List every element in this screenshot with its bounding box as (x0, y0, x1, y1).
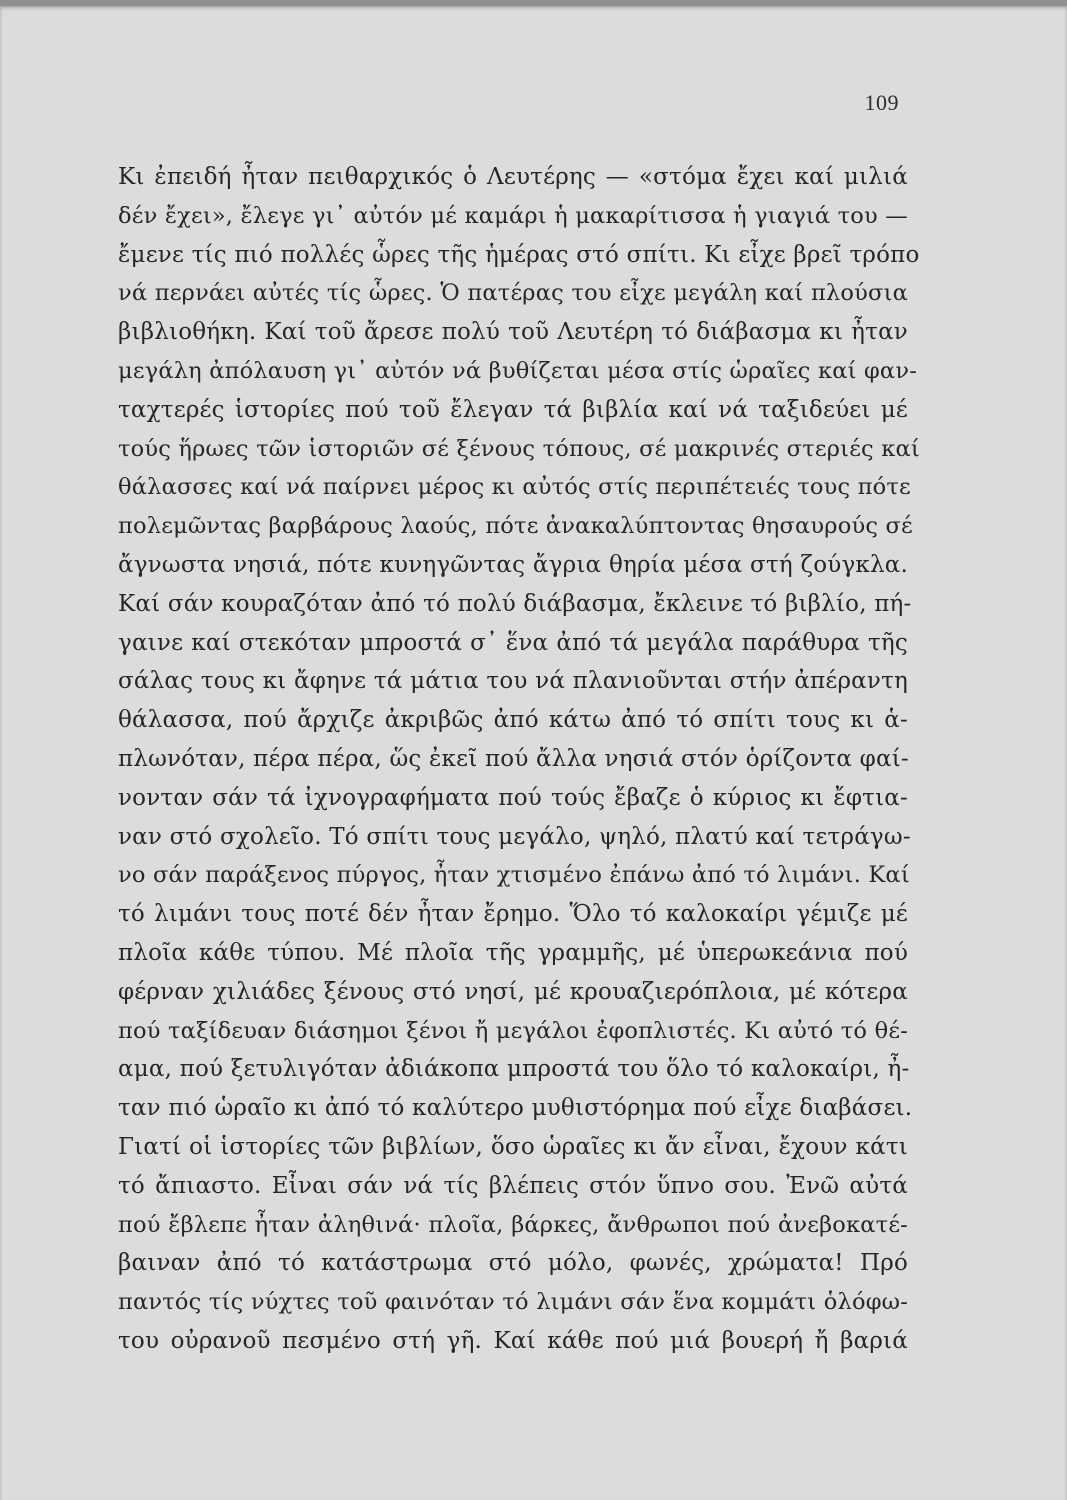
text-line: αμα, πού ξετυλιγόταν ἀδιάκοπα μπροστά του ὅλο τό καλοκαίρι, ἦ- (118, 1056, 910, 1083)
text-line: παντός τίς νύχτες τοῦ φαινόταν τό λιμάνι σάν ἕνα κομμάτι ὁλόφω- (118, 1289, 908, 1316)
text-line: Καί σάν κουραζόταν ἀπό τό πολύ διάβασμα, ἔκλεινε τό βιβλίο, πή- (118, 590, 912, 617)
text-line: γαινε καί στεκόταν μπροστά σ᾽ ἕνα ἀπό τά μεγάλα παράθυρα τῆς (118, 629, 908, 656)
text-line: νά περνάει αὐτές τίς ὧρες. Ὁ πατέρας του εἶχε μεγάλη καί πλούσια (118, 280, 908, 307)
text-line: ταν πιό ὡραῖο κι ἀπό τό καλύτερο μυθιστόρημα πού εἶχε διαβάσει. (118, 1095, 913, 1122)
text-line: πλωνόταν, πέρα πέρα, ὥς ἐκεῖ πού ἄλλα νησιά στόν ὁρίζοντα φαί- (118, 745, 909, 772)
text-line: σάλας τους κι ἄφηνε τά μάτια του νά πλανιοῦνται στήν ἀπέραντη (118, 668, 908, 695)
text-line: πού ἔβλεπε ἦταν ἀληθινά· πλοῖα, βάρκες, ἄνθρωποι πού ἀνεβοκατέ- (118, 1211, 908, 1238)
text-line: τό λιμάνι τους ποτέ δέν ἦταν ἔρημο. Ὅλο τό καλοκαίρι γέμιζε μέ (118, 901, 908, 928)
text-line: Κι ἐπειδή ἦταν πειθαρχικός ὁ Λευτέρης — «στόμα ἔχει καί μιλιά (118, 164, 908, 190)
body-text (118, 158, 920, 1361)
text-line: δέν ἔχει», ἔλεγε γι᾽ αὐτόν μέ καμάρι ἡ μακαρίτισσα ἡ γιαγιά του — (118, 202, 908, 229)
text-line: του οὐρανοῦ πεσμένο στή γῆ. Καί κάθε πού μιά βουερή ἤ βαριά (118, 1327, 908, 1354)
text-line: πού ταξίδευαν διάσημοι ξένοι ἤ μεγάλοι ἐφοπλιστές. Κι αὐτό τό θέ- (118, 1017, 908, 1044)
text-line: ταχτερές ἱστορίες πού τοῦ ἔλεγαν τά βιβλία καί νά ταξιδεύει μέ (118, 396, 908, 423)
text-line: θάλασσες καί νά παίρνει μέρος κι αὐτός στίς περιπέτειές τους πότε (118, 474, 911, 501)
text-line: Γιατί οἱ ἱστορίες τῶν βιβλίων, ὅσο ὡραῖες κι ἄν εἶναι, ἔχουν κάτι (118, 1133, 908, 1160)
text-line: μεγάλη ἀπόλαυση γι᾽ αὐτόν νά βυθίζεται μέσα στίς ὡραῖες καί φαν- (118, 357, 918, 384)
text-line: θάλασσα, πού ἄρχιζε ἀκριβῶς ἀπό κάτω ἀπό τό σπίτι τους κι ἁ- (118, 707, 908, 734)
text-line: πολεμῶντας βαρβάρους λαούς, πότε ἀνακαλύπτοντας θησαυρούς σέ (118, 513, 913, 540)
text-line: πλοῖα κάθε τύπου. Μέ πλοῖα τῆς γραμμῆς, μέ ὑπερωκεάνια πού (118, 939, 908, 966)
text-line: νονταν σάν τά ἰχνογραφήματα πού τούς ἔβαζε ὁ κύριος κι ἔφτια- (118, 784, 908, 811)
text-line: ἔμενε τίς πιό πολλές ὧρες τῆς ἡμέρας στό σπίτι. Κι εἶχε βρεῖ τρόπο (118, 241, 920, 268)
text-line: τό ἄπιαστο. Εἶναι σάν νά τίς βλέπεις στόν ὕπνο σου. Ἐνῶ αὐτά (118, 1172, 908, 1199)
text-line: τούς ἥρωες τῶν ἱστοριῶν σέ ξένους τόπους, σέ μακρινές στεριές καί (118, 435, 920, 462)
text-line: φέρναν χιλιάδες ξένους στό νησί, μέ κρουαζιερόπλοια, μέ κότερα (118, 978, 908, 1005)
book-page (0, 6, 1067, 1500)
text-line: ἄγνωστα νησιά, πότε κυνηγῶντας ἄγρια θηρία μέσα στή ζούγκλα. (118, 551, 908, 578)
text-line: νο σάν παράξενος πύργος, ἦταν χτισμένο ἐπάνω ἀπό τό λιμάνι. Καί (118, 862, 910, 889)
text-line: ναν στό σχολεῖο. Τό σπίτι τους μεγάλο, ψηλό, πλατύ καί τετράγω- (118, 823, 911, 850)
text-line: βιβλιοθήκη. Καί τοῦ ἄρεσε πολύ τοῦ Λευτέρη τό διάβασμα κι ἦταν (118, 319, 908, 346)
page-number: 109 (864, 90, 899, 115)
text-line: βαιναν ἀπό τό κατάστρωμα στό μόλο, φωνές, χρώματα! Πρό (118, 1250, 908, 1277)
